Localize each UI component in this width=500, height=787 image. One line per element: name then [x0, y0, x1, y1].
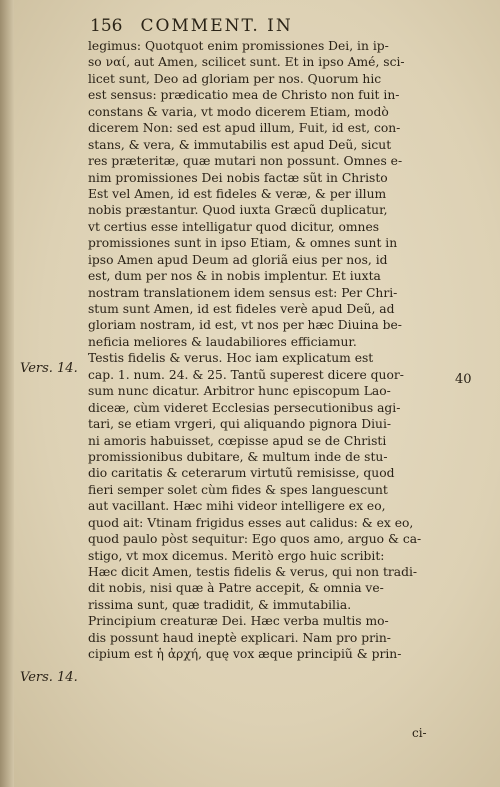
text-line: nim promissiones Dei nobis factæ sũt in Christo	[88, 170, 388, 185]
text-line: dit nobis, nisi quæ à Patre accepit, & omnia ve-	[88, 581, 384, 596]
text-line: dicerem Non: sed est apud illum, Fuit, id est, con-	[88, 121, 401, 136]
margin-verse-label: Vers. 14.	[20, 361, 78, 376]
text-line: licet sunt, Deo ad gloriam per nos. Quorum hic	[88, 71, 382, 86]
text-line: dis possunt haud ineptè explicari. Nam pro prin-	[88, 630, 391, 645]
text-line: Est vel Amen, id est fideles & veræ, & per illum	[88, 186, 387, 201]
page-number: 156	[90, 16, 123, 36]
margin-verse-label: Vers. 14.	[20, 670, 78, 685]
text-line: vt certius esse intelligatur quod dicitur, omnes	[88, 219, 380, 234]
text-line: nobis præstantur. Quod iuxta Græcũ duplicatur,	[88, 203, 388, 218]
text-line: aut vacillant. Hæc mihi videor intelligere ex eo,	[88, 499, 386, 514]
text-line: ipso Amen apud Deum ad gloriã eius per nos, id	[88, 252, 388, 267]
text-line: cipium est ἡ ἀρχή, quę vox æque principiũ & prin-	[88, 647, 402, 662]
text-line: Hæc dicit Amen, testis fidelis & verus, qui non tradi-	[88, 565, 418, 579]
catchword: ci-	[412, 726, 427, 740]
text-line: stans, & vera, & immutabilis est apud Deũ, sicut	[88, 137, 392, 152]
running-header	[90, 16, 450, 36]
text-line: so ναί, aut Amen, scilicet sunt. Et in ipso Amé, sci-	[88, 55, 405, 70]
text-line: stum sunt Amen, id est fideles verè apud Deũ, ad	[88, 302, 395, 316]
text-line: sum nunc dicatur. Arbitror hunc episcopum Lao-	[88, 384, 391, 399]
text-line: constans & varia, vt modo dicerem Etiam, modò	[88, 104, 389, 119]
text-line: est, dum per nos & in nobis implentur. Et iuxta	[88, 269, 381, 284]
margin-section-number: 40	[455, 372, 472, 387]
text-line: Testis fidelis & verus. Hoc iam explicatum est	[88, 351, 374, 366]
text-line: fieri semper solet cùm fides & spes languescunt	[88, 482, 388, 497]
page-gutter	[0, 0, 14, 787]
text-line: ni amoris habuisset, cœpisse apud se de Christi	[88, 433, 387, 448]
text-line: rissima sunt, quæ tradidit, & immutabilia.	[88, 597, 352, 612]
text-line: promissionibus dubitare, & multum inde de stu-	[88, 449, 388, 464]
text-line: est sensus: prædicatio mea de Christo non fuit in-	[88, 88, 400, 103]
text-line: gloriam nostram, id est, vt nos per hæc Diuina be-	[88, 318, 402, 333]
text-line: stigo, vt mox dicemus. Meritò ergo huic scribit:	[88, 548, 385, 563]
text-line: quod ait: Vtinam frigidus esses aut calidus: & ex eo,	[88, 515, 414, 530]
text-line: quod paulo pòst sequitur: Ego quos amo, arguo & ca-	[88, 532, 422, 547]
text-line: promissiones sunt in ipso Etiam, & omnes sunt in	[88, 236, 398, 251]
text-line: res præteritæ, quæ mutari non possunt. Omnes e-	[88, 154, 403, 169]
text-line: neficia meliores & laudabiliores efficiamur.	[88, 334, 357, 349]
text-line: cap. 1. num. 24. & 25. Tantũ superest dicere quor-	[88, 367, 404, 382]
text-line: legimus: Quotquot enim promissiones Dei, in ip-	[88, 39, 389, 53]
text-line: nostram translationem idem sensus est: Per Chri-	[88, 285, 398, 300]
text-column	[88, 38, 448, 663]
text-line: tari, se etiam vrgeri, qui aliquando pignora Diui-	[88, 417, 392, 432]
text-line: dio caritatis & ceterarum virtutũ remisisse, quod	[88, 466, 395, 481]
text-line: diceæ, cùm videret Ecclesias persecutionibus agi-	[88, 400, 401, 415]
running-title: COMMENT. IN	[140, 16, 293, 36]
text-line: Principium creaturæ Dei. Hæc verba multis mo-	[88, 614, 389, 629]
